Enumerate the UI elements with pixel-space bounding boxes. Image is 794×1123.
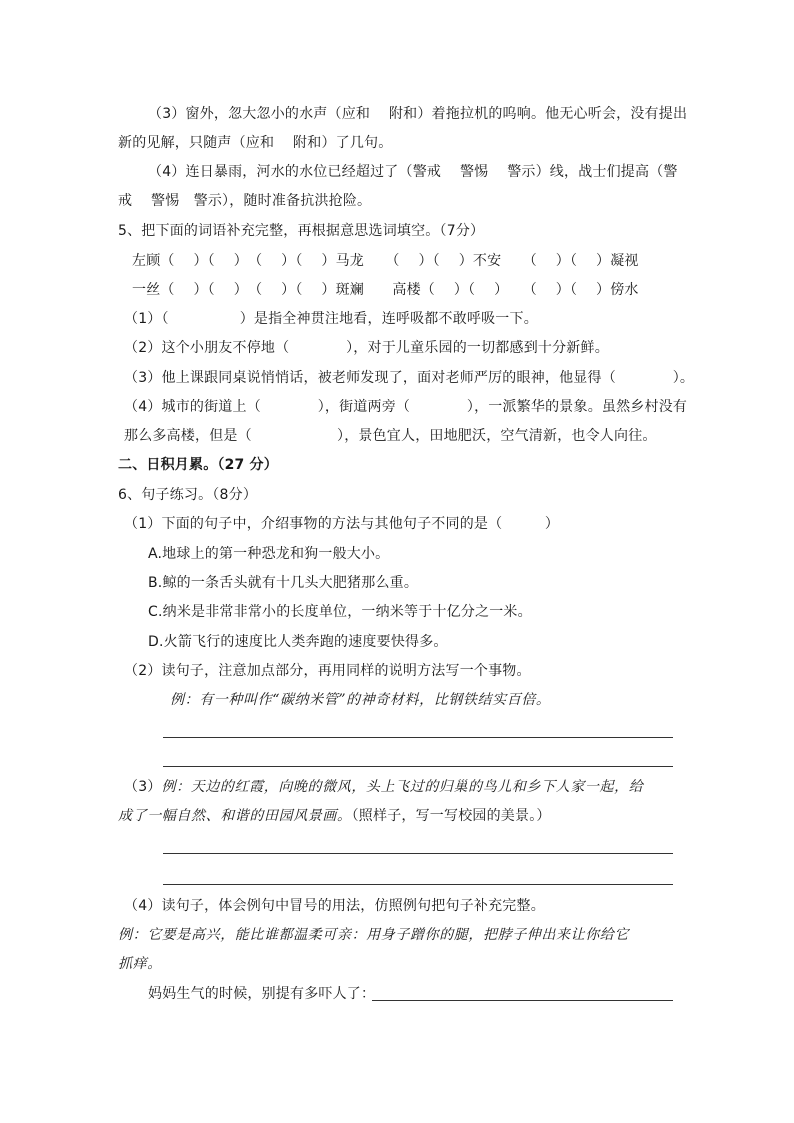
q5-sentence-3: （3）他上课跟同桌说悄悄话，被老师发现了，面对老师严厉的眼神，他显得（ ）。 (124, 370, 695, 386)
answer-line[interactable] (372, 1000, 673, 1001)
q4-item3-line1: （3）窗外，忽大忽小的水声（应和 附和）着拖拉机的呜响。他无心听会，没有提出 (148, 106, 688, 122)
q6-part4-prompt: 妈妈生气的时候，别提有多吓人了： (148, 986, 376, 1002)
q6-part4-example-line1: 例：它要是高兴，能比谁都温柔可亲：用身子蹭你的腿，把脖子伸出来让你给它 (118, 927, 629, 943)
q6-part3-example-line2: 成了一幅自然、和谐的田园风景画。 (118, 808, 352, 824)
answer-line[interactable] (163, 737, 673, 738)
answer-line[interactable] (163, 884, 673, 885)
q5-sentence-4-line1: （4）城市的街道上（ ），街道两旁（ ），一派繁华的景象。虽然乡村没有 (124, 399, 688, 415)
q6-part2-example: 例：有一种叫作“碳纳米管”的神奇材料，比钢铁结实百倍。 (170, 692, 551, 708)
q6-part4-question: （4）读句子，体会例句中冒号的用法，仿照例句把句子补充完整。 (124, 898, 545, 914)
answer-line[interactable] (163, 853, 673, 854)
q5-title: 5、把下面的词语补充完整，再根据意思选词填空。（7分） (118, 223, 485, 239)
q4-item3-line2: 新的见解，只随声（应和 附和）了几句。 (118, 135, 393, 151)
q5-word-row-2: 一丝（ ）（ ） （ ）（ ）斑斓 高楼（ ）（ ） （ ）（ ）傍水 (132, 282, 639, 298)
q6-option-d: D.火箭飞行的速度比人类奔跑的速度要快得多。 (148, 634, 448, 650)
q6-option-a: A.地球上的第一种恐龙和狗一般大小。 (148, 546, 390, 562)
q6-part3-example-line1: 例：天边的红霞，向晚的微风，头上飞过的归巢的鸟儿和乡下人家一起，给 (161, 779, 644, 795)
q6-option-b: B.鲸的一条舌头就有十几头大肥猪那么重。 (148, 575, 419, 591)
q4-item4-line1: （4）连日暴雨，河水的水位已经超过了（警戒 警惕 警示）线，战士们提高（警 (148, 164, 678, 180)
q6-part1-question: （1）下面的句子中，介绍事物的方法与其他句子不同的是（ ） (124, 516, 560, 532)
q6-title: 6、句子练习。（8分） (118, 487, 258, 503)
q6-part3-instruction: （照样子，写一写校园的美景。） (351, 808, 551, 824)
q6-part3-prefix: （3） (124, 779, 162, 795)
q5-sentence-1: （1）（ ）是指全神贯注地看，连呼吸都不敢呼吸一下。 (124, 311, 538, 327)
q6-part3-row1 (124, 777, 643, 797)
answer-line[interactable] (163, 766, 673, 767)
section-2-title: 二、日积月累。（27 分） (118, 457, 278, 473)
q6-part3-row2 (118, 806, 551, 826)
q5-sentence-2: （2）这个小朋友不停地（ ），对于儿童乐园的一切都感到十分新鲜。 (124, 340, 609, 356)
q5-sentence-4-line2: 那么多高楼，但是（ ），景色宜人，田地肥沃，空气清新，也令人向往。 (124, 428, 657, 444)
q6-option-c: C.纳米是非常非常小的长度单位，一纳米等于十亿分之一米。 (148, 604, 532, 620)
q4-item4-line2: 戒 警惕 警示），随时准备抗洪抢险。 (118, 193, 372, 209)
q5-word-row-1: 左顾（ ）（ ） （ ）（ ）马龙 （ ）（ ）不安 （ ）（ ）凝视 (132, 253, 639, 269)
q6-part2-question: （2）读句子，注意加点部分，再用同样的说明方法写一个事物。 (124, 663, 531, 679)
q6-part4-example-line2: 抓痒。 (118, 956, 162, 972)
